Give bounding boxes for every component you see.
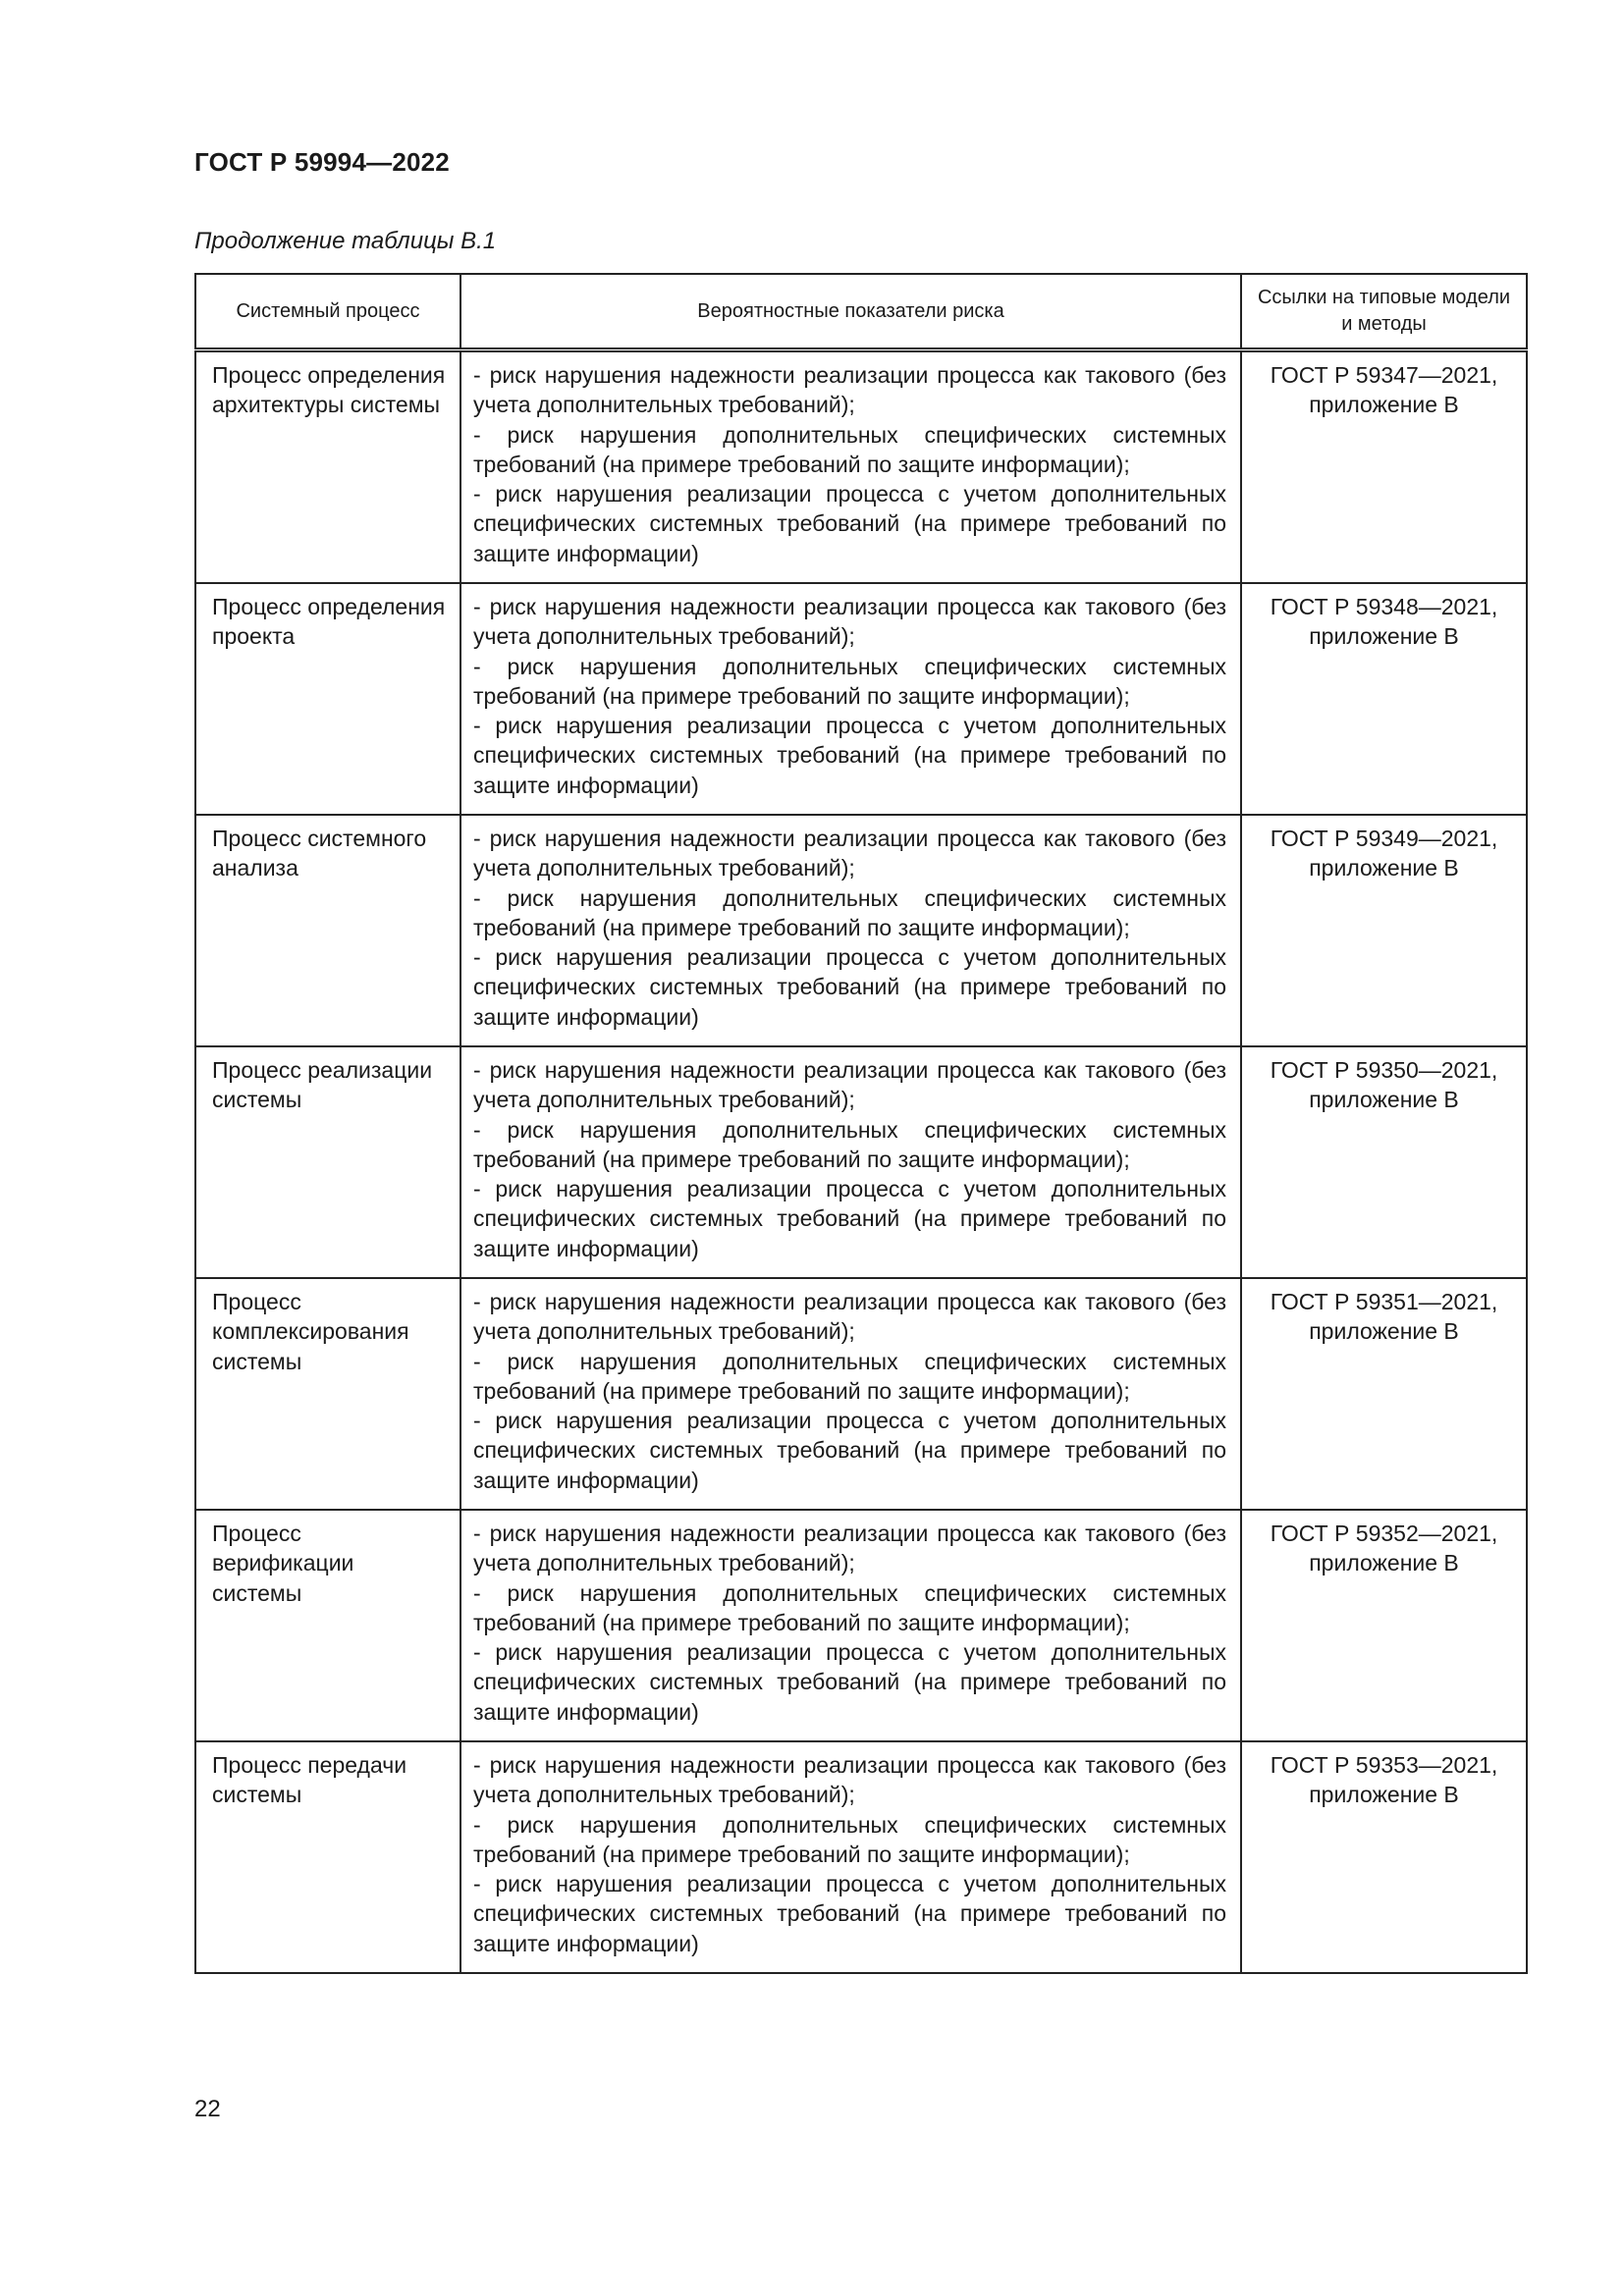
table-header	[195, 274, 1527, 350]
system-process-cell: Процесс комплексирования системы	[195, 1278, 460, 1510]
table-row	[195, 1510, 1527, 1741]
risk-indicators-cell	[460, 350, 1241, 584]
risk-indicators-cell	[460, 1510, 1241, 1741]
risk-indicator-item: - риск нарушения дополнительных специфических системных требований (на примере требований по защите информации);	[473, 884, 1226, 940]
risk-indicators-cell	[460, 1278, 1241, 1510]
risk-indicator-item: - риск нарушения надежности реализации процесса как такового (без учета дополнительных требований);	[473, 826, 1226, 881]
standard-reference-cell: ГОСТ Р 59347—2021, приложение В	[1241, 350, 1527, 584]
table-row	[195, 1741, 1527, 1973]
column-header-risks: Вероятностные показатели риска	[460, 274, 1241, 350]
table-row	[195, 815, 1527, 1046]
table-row	[195, 350, 1527, 584]
risk-indicator-item: - риск нарушения реализации процесса с учетом дополнительных специфических системных требований (на примере требований по защите информации)	[473, 1176, 1226, 1261]
risk-indicator-item: - риск нарушения реализации процесса с учетом дополнительных специфических системных требований (на примере требований по защите информации)	[473, 481, 1226, 566]
system-process-cell: Процесс реализации системы	[195, 1046, 460, 1278]
page-number: 22	[194, 2096, 221, 2122]
standard-reference-cell: ГОСТ Р 59352—2021, приложение В	[1241, 1510, 1527, 1741]
standard-reference-cell: ГОСТ Р 59353—2021, приложение В	[1241, 1741, 1527, 1973]
system-process-cell: Процесс системного анализа	[195, 815, 460, 1046]
risk-indicator-item: - риск нарушения дополнительных специфических системных требований (на примере требований по защите информации);	[473, 1348, 1226, 1404]
table-body	[195, 350, 1527, 1974]
column-header-references: Ссылки на типовые модели и методы	[1241, 274, 1527, 350]
column-header-process: Системный процесс	[195, 274, 460, 350]
risk-indicator-item: - риск нарушения надежности реализации процесса как такового (без учета дополнительных требований);	[473, 1057, 1226, 1113]
table-header-row	[195, 274, 1527, 350]
risk-indicator-item: - риск нарушения дополнительных специфических системных требований (на примере требований по защите информации);	[473, 1116, 1226, 1172]
risk-indicator-item: - риск нарушения реализации процесса с учетом дополнительных специфических системных требований (на примере требований по защите информации)	[473, 1871, 1226, 1956]
risk-indicators-table	[194, 273, 1528, 1974]
risk-indicators-cell	[460, 1741, 1241, 1973]
table-row	[195, 583, 1527, 815]
system-process-cell: Процесс определения проекта	[195, 583, 460, 815]
risk-indicator-item: - риск нарушения надежности реализации процесса как такового (без учета дополнительных требований);	[473, 1752, 1226, 1808]
risk-indicator-item: - риск нарушения надежности реализации процесса как такового (без учета дополнительных требований);	[473, 362, 1226, 418]
document-code-header: ГОСТ Р 59994—2022	[194, 147, 450, 177]
table-row	[195, 1046, 1527, 1278]
table-caption: Продолжение таблицы В.1	[194, 228, 497, 254]
table-row	[195, 1278, 1527, 1510]
system-process-cell: Процесс определения архитектуры системы	[195, 350, 460, 584]
standard-reference-cell: ГОСТ Р 59348—2021, приложение В	[1241, 583, 1527, 815]
risk-indicator-item: - риск нарушения надежности реализации процесса как такового (без учета дополнительных требований);	[473, 1521, 1226, 1576]
risk-indicators-cell	[460, 583, 1241, 815]
system-process-cell: Процесс верификации системы	[195, 1510, 460, 1741]
risk-indicator-item: - риск нарушения реализации процесса с учетом дополнительных специфических системных требований (на примере требований по защите информации)	[473, 944, 1226, 1030]
risk-indicator-item: - риск нарушения дополнительных специфических системных требований (на примере требований по защите информации);	[473, 653, 1226, 709]
risk-indicator-item: - риск нарушения дополнительных специфических системных требований (на примере требований по защите информации);	[473, 421, 1226, 477]
risk-indicator-item: - риск нарушения надежности реализации процесса как такового (без учета дополнительных требований);	[473, 1289, 1226, 1345]
risk-indicator-item: - риск нарушения дополнительных специфических системных требований (на примере требований по защите информации);	[473, 1811, 1226, 1867]
standard-reference-cell: ГОСТ Р 59349—2021, приложение В	[1241, 815, 1527, 1046]
risk-indicators-cell	[460, 815, 1241, 1046]
standard-reference-cell: ГОСТ Р 59351—2021, приложение В	[1241, 1278, 1527, 1510]
system-process-cell: Процесс передачи системы	[195, 1741, 460, 1973]
risk-indicator-item: - риск нарушения надежности реализации процесса как такового (без учета дополнительных требований);	[473, 594, 1226, 650]
standard-reference-cell: ГОСТ Р 59350—2021, приложение В	[1241, 1046, 1527, 1278]
risk-indicator-item: - риск нарушения дополнительных специфических системных требований (на примере требований по защите информации);	[473, 1579, 1226, 1635]
risk-indicator-item: - риск нарушения реализации процесса с учетом дополнительных специфических системных требований (на примере требований по защите информации)	[473, 1408, 1226, 1493]
risk-indicators-cell	[460, 1046, 1241, 1278]
risk-indicator-item: - риск нарушения реализации процесса с учетом дополнительных специфических системных требований (на примере требований по защите информации)	[473, 1639, 1226, 1725]
risk-indicator-item: - риск нарушения реализации процесса с учетом дополнительных специфических системных требований (на примере требований по защите информации)	[473, 713, 1226, 798]
